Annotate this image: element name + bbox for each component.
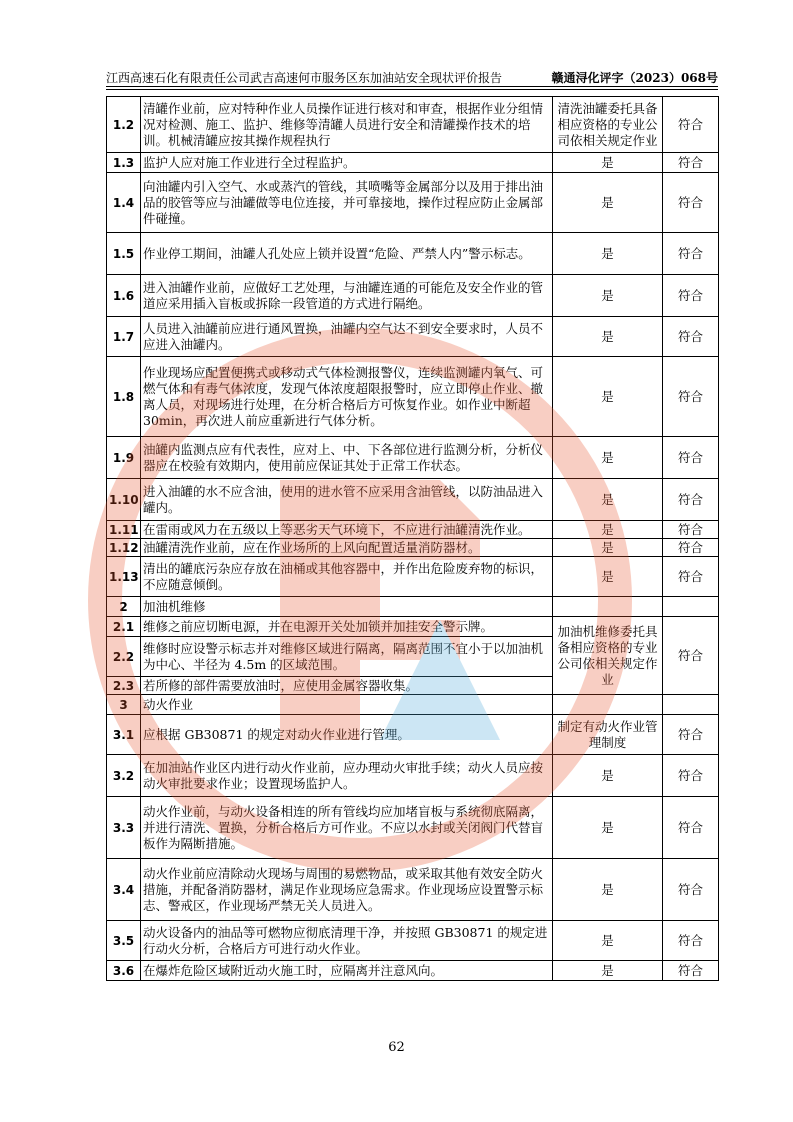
item-content: 油罐清洗作业前，应在作业场所的上风向配置适量消防器材。 [141, 539, 553, 557]
section-row [107, 695, 719, 715]
item-number: 3.5 [107, 921, 141, 961]
table-row [107, 617, 719, 637]
item-number: 1.8 [107, 357, 141, 437]
item-content: 向油罐内引入空气、水或蒸汽的管线，其喷嘴等金属部分以及用于排出油品的胶管等应与油罐做等电位连接，并可靠接地，操作过程应防止金属部件碰撞。 [141, 173, 553, 233]
document-number: 赣通浔化评字（2023）068号 [551, 71, 718, 85]
item-basis: 是 [553, 479, 663, 521]
item-content: 应根据 GB30871 的规定对动火作业进行管理。 [141, 715, 553, 755]
item-number: 1.7 [107, 317, 141, 357]
item-basis: 是 [553, 173, 663, 233]
item-number: 2.1 [107, 617, 141, 637]
item-basis: 是 [553, 557, 663, 597]
item-basis: 清洗油罐委托具备相应资格的专业公司依相关规定作业 [553, 97, 663, 153]
item-result: 符合 [663, 921, 719, 961]
item-number: 3.4 [107, 859, 141, 921]
item-basis: 加油机维修委托具备相应资格的专业公司依相关规定作业 [553, 617, 663, 695]
item-number: 1.9 [107, 437, 141, 479]
table-row [107, 859, 719, 921]
item-basis: 是 [553, 275, 663, 317]
item-basis: 是 [553, 797, 663, 859]
item-result: 符合 [663, 617, 719, 695]
item-result: 符合 [663, 97, 719, 153]
section-title: 动火作业 [141, 695, 553, 715]
item-result: 符合 [663, 859, 719, 921]
item-number: 3.1 [107, 715, 141, 755]
item-content: 若所修的部件需要放油时，应使用金属容器收集。 [141, 677, 553, 695]
section-number: 3 [107, 695, 141, 715]
item-basis: 是 [553, 233, 663, 275]
item-result: 符合 [663, 961, 719, 981]
item-basis: 是 [553, 437, 663, 479]
item-content: 进入油罐作业前，应做好工艺处理，与油罐连通的可能危及安全作业的管道应采用插入盲板或拆除一段管道的方式进行隔绝。 [141, 275, 553, 317]
section-title: 加油机维修 [141, 597, 553, 617]
item-basis: 制定有动火作业管理制度 [553, 715, 663, 755]
table-row [107, 961, 719, 981]
item-content: 作业现场应配置便携式或移动式气体检测报警仪，连续监测罐内氧气、可燃气体和有毒气体浓度，发现气体浓度超限报警时，应立即停止作业、撤离人员，对现场进行处理，在分析合格后方可恢复作业。如作业中断超 30min，再次进人前应重新进行气体分析。 [141, 357, 553, 437]
item-basis: 是 [553, 539, 663, 557]
table-row [107, 797, 719, 859]
item-content: 监护人应对施工作业进行全过程监护。 [141, 153, 553, 173]
table-row [107, 97, 719, 153]
item-content: 在加油站作业区内进行动火作业前，应办理动火审批手续；动火人员应按动火审批要求作业；设置现场监护人。 [141, 755, 553, 797]
item-basis: 是 [553, 521, 663, 539]
item-result: 符合 [663, 557, 719, 597]
item-result: 符合 [663, 539, 719, 557]
item-number: 1.4 [107, 173, 141, 233]
table-row [107, 153, 719, 173]
item-number: 1.13 [107, 557, 141, 597]
item-content: 清出的罐底污杂应存放在油桶或其他容器中，并作出危险废弃物的标识，不应随意倾倒。 [141, 557, 553, 597]
item-content: 人员进入油罐前应进行通风置换，油罐内空气达不到安全要求时，人员不应进入油罐内。 [141, 317, 553, 357]
item-content: 在雷雨或风力在五级以上等恶劣天气环境下，不应进行油罐清洗作业。 [141, 521, 553, 539]
item-content: 动火作业前应清除动火现场与周围的易燃物品，或采取其他有效安全防火措施，并配备消防器材，满足作业现场应急需求。作业现场应设置警示标志、警戒区，作业现场严禁无关人员进入。 [141, 859, 553, 921]
page-number: 62 [388, 1040, 405, 1055]
item-result: 符合 [663, 173, 719, 233]
table-row [107, 755, 719, 797]
item-number: 1.12 [107, 539, 141, 557]
table-row [107, 437, 719, 479]
item-number: 3.3 [107, 797, 141, 859]
section-row [107, 597, 719, 617]
item-basis: 是 [553, 961, 663, 981]
table-row [107, 521, 719, 539]
item-basis: 是 [553, 921, 663, 961]
table-row [107, 233, 719, 275]
item-basis: 是 [553, 357, 663, 437]
section-number: 2 [107, 597, 141, 617]
item-result: 符合 [663, 233, 719, 275]
item-number: 3.6 [107, 961, 141, 981]
item-basis: 是 [553, 153, 663, 173]
item-result: 符合 [663, 715, 719, 755]
item-content: 清罐作业前，应对特种作业人员操作证进行核对和审查，根据作业分组情况对检测、施工、监护、维修等清罐人员进行安全和清罐操作技术的培训。机械清罐应按其操作规程执行 [141, 97, 553, 153]
item-number: 1.11 [107, 521, 141, 539]
table-row [107, 275, 719, 317]
table-row [107, 715, 719, 755]
table-row [107, 357, 719, 437]
item-number: 2.2 [107, 637, 141, 677]
item-result: 符合 [663, 153, 719, 173]
item-number: 1.6 [107, 275, 141, 317]
item-number: 1.10 [107, 479, 141, 521]
table-row [107, 921, 719, 961]
item-content: 油罐内监测点应有代表性，应对上、中、下各部位进行监测分析，分析仪器应在校验有效期内，使用前应保证其处于正常工作状态。 [141, 437, 553, 479]
item-result: 符合 [663, 755, 719, 797]
item-result: 符合 [663, 275, 719, 317]
item-content: 在爆炸危险区域附近动火施工时，应隔离并注意风向。 [141, 961, 553, 981]
item-content: 进入油罐的水不应含油，使用的进水管不应采用含油管线，以防油品进入罐内。 [141, 479, 553, 521]
item-result: 符合 [663, 357, 719, 437]
table-row [107, 317, 719, 357]
item-content: 作业停工期间，油罐人孔处应上锁并设置“危险、严禁人内”警示标志。 [141, 233, 553, 275]
header-divider [106, 89, 718, 90]
item-content: 维修之前应切断电源，并在电源开关处加锁并加挂安全警示牌。 [141, 617, 553, 637]
table-row [107, 173, 719, 233]
item-number: 1.3 [107, 153, 141, 173]
item-number: 3.2 [107, 755, 141, 797]
item-result: 符合 [663, 479, 719, 521]
item-number: 1.5 [107, 233, 141, 275]
page-header [106, 70, 718, 87]
item-basis: 是 [553, 755, 663, 797]
item-number: 1.2 [107, 97, 141, 153]
item-content: 维修时应设警示标志并对维修区域进行隔离，隔离范围不宜小于以加油机为中心、半径为 4.5m 的区域范围。 [141, 637, 553, 677]
table-row [107, 479, 719, 521]
checklist-table [106, 96, 719, 981]
item-result: 符合 [663, 521, 719, 539]
report-title: 江西高速石化有限责任公司武吉高速何市服务区东加油站安全现状评价报告 [106, 71, 503, 85]
table-row [107, 539, 719, 557]
item-content: 动火作业前，与动火设备相连的所有管线均应加堵盲板与系统彻底隔离，并进行清洗、置换，分析合格后方可作业。不应以水封或关闭阀门代替盲板作为隔断措施。 [141, 797, 553, 859]
table-row [107, 557, 719, 597]
item-basis: 是 [553, 859, 663, 921]
item-basis: 是 [553, 317, 663, 357]
item-result: 符合 [663, 317, 719, 357]
item-result: 符合 [663, 797, 719, 859]
item-result: 符合 [663, 437, 719, 479]
item-content: 动火设备内的油品等可燃物应彻底清理干净，并按照 GB30871 的规定进行动火分析，合格后方可进行动火作业。 [141, 921, 553, 961]
item-number: 2.3 [107, 677, 141, 695]
